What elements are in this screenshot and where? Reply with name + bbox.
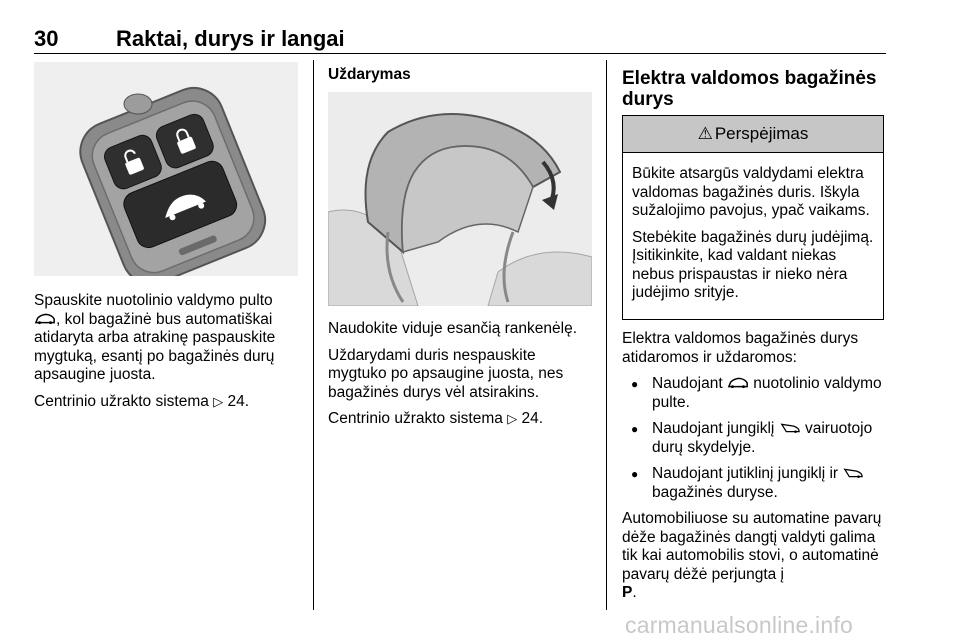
remote-key-figure [34,62,298,276]
remote-open-paragraph: Spauskite nuotolinio valdymo pulto , kol bagažinė bus automatiškai atidaryta arba atrakinę paspauskite mygtuką, esantį po bagažinės durų apsaugine juosta. [34,292,276,383]
warning-body [623,153,883,303]
power-tailgate-heading-wrap [622,68,884,118]
warning-header [623,116,883,153]
tailgate-switch-icon [779,422,801,434]
warning-box [622,115,884,320]
tailgate-illustration [328,92,592,306]
warning-title: Perspėjimas [714,124,809,143]
chapter-title: Raktai, durys ir langai [116,26,345,51]
column-divider-2 [606,60,607,610]
warning-paragraph-1: Būkite atsargūs valdydami elektra valdomas bagažinės duris. Iškyla sužalojimo pavojus, ypač vaikams. [632,165,870,219]
warning-triangle-icon: ⚠ [697,124,713,143]
closing-warning-paragraph: Uždarydami duris nespauskite mygtuko po apsaugine juosta, nes bagažinės durys vėl atsirakins. [328,346,564,401]
central-locking-reference: Centrinio užrakto sistema ▷ 24. [34,392,250,410]
column-3-text [622,330,888,611]
list-item: ● Naudojant jungiklį vairuotojo durų skydelyje. [622,420,888,457]
inside-handle-paragraph: Naudokite viduje esančią rankenėlę. [328,320,578,337]
column-2-text [328,320,598,437]
watermark: carmanualsonline.info [625,612,853,638]
car-tailgate-icon [34,313,56,325]
tailgate-switch-icon [842,467,864,479]
column-1-text [34,292,304,419]
page-header [34,24,886,50]
car-tailgate-icon [727,377,749,389]
tailgate-figure [328,92,592,306]
operation-methods-list [622,375,888,502]
closing-heading-wrap [328,66,598,93]
automatic-transmission-note: Automobiliuose su automatine pavarų dėže bagažinės dangtį valdyti galima tik kai automobilis stovi, o automatinė pavarų dėžė perjungta į P. [622,510,882,601]
closing-heading: Uždarymas [328,66,411,83]
page-reference-icon: ▷ [507,411,518,426]
warning-paragraph-2: Stebėkite bagažinės durų judėjimą. Įsitikinkite, kad valdant niekas nebus prispaustas ir nieko nėra judėjimo srityje. [632,228,874,301]
header-rule [34,53,886,54]
page-reference-icon: ▷ [213,393,224,409]
central-locking-reference-2: Centrinio užrakto sistema ▷ 24. [328,410,544,427]
power-tailgate-heading: Elektra valdomos bagažinės durys [622,68,877,110]
page-number: 30 [34,26,59,51]
list-item: ● Naudojant jutiklinį jungiklį ir bagažinės duryse. [622,465,888,502]
power-tailgate-intro: Elektra valdomos bagažinės durys atidaromos ir uždaromos: [622,330,859,366]
column-divider-1 [313,60,314,610]
list-item: ● Naudojant nuotolinio valdymo pulte. [622,375,888,412]
gear-p-label: P [622,584,633,601]
remote-key-illustration [34,62,298,276]
